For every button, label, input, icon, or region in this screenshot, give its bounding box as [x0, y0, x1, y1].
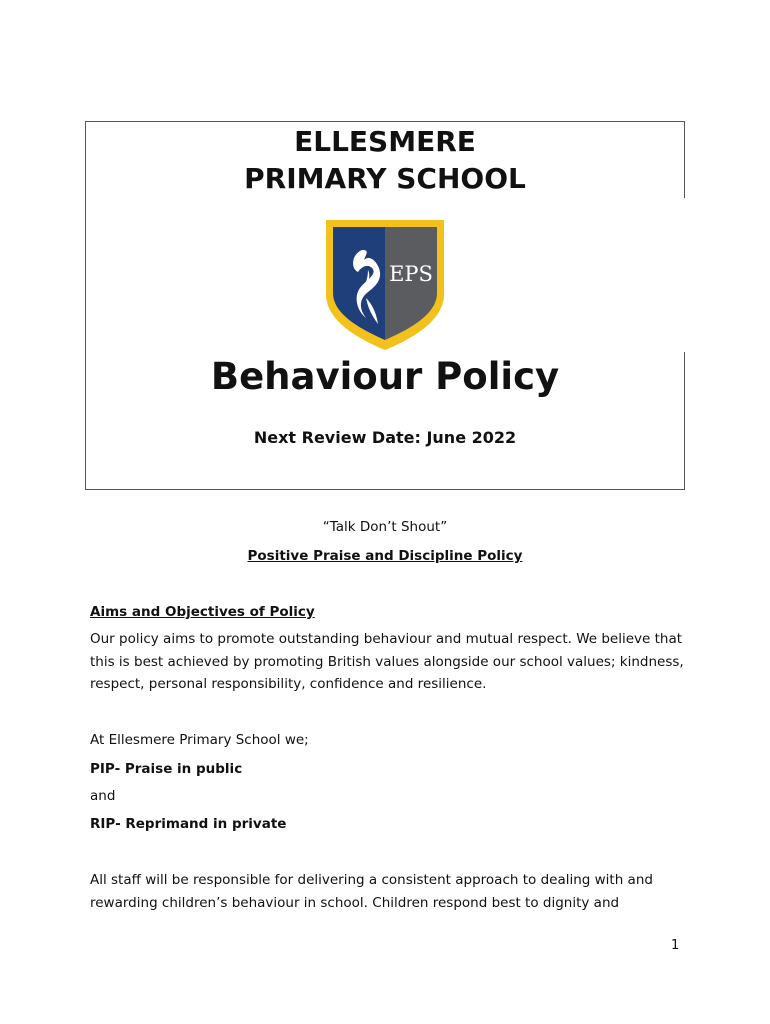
rip-line: RIP- Reprimand in private: [90, 816, 287, 832]
intro-line: At Ellesmere Primary School we;: [90, 732, 309, 748]
page-number: 1: [671, 938, 680, 953]
aims-heading: Aims and Objectives of Policy: [90, 604, 315, 620]
policy-title: Behaviour Policy: [210, 355, 560, 398]
review-date: Next Review Date: June 2022: [253, 428, 517, 447]
school-name-line-1: ELLESMERE: [294, 125, 476, 158]
and-line: and: [90, 788, 116, 804]
school-crest-logo: [322, 216, 448, 352]
motto-quote: “Talk Don’t Shout”: [322, 519, 448, 535]
crest-initials: EPS: [389, 262, 433, 286]
school-name-line-2: PRIMARY SCHOOL: [244, 162, 526, 195]
staff-paragraph: All staff will be responsible for delivering a consistent approach to dealing with and rewarding children’s behaviour in school. Children respond best to dignity and: [90, 872, 653, 911]
policy-subheading: Positive Praise and Discipline Policy: [247, 548, 523, 564]
pip-line: PIP- Praise in public: [90, 761, 243, 777]
aims-paragraph: Our policy aims to promote outstanding behaviour and mutual respect. We believe that this is best achieved by promoting British values alongside our school values; kindness, respect, personal responsibility, confidence and resilience.: [90, 631, 684, 692]
